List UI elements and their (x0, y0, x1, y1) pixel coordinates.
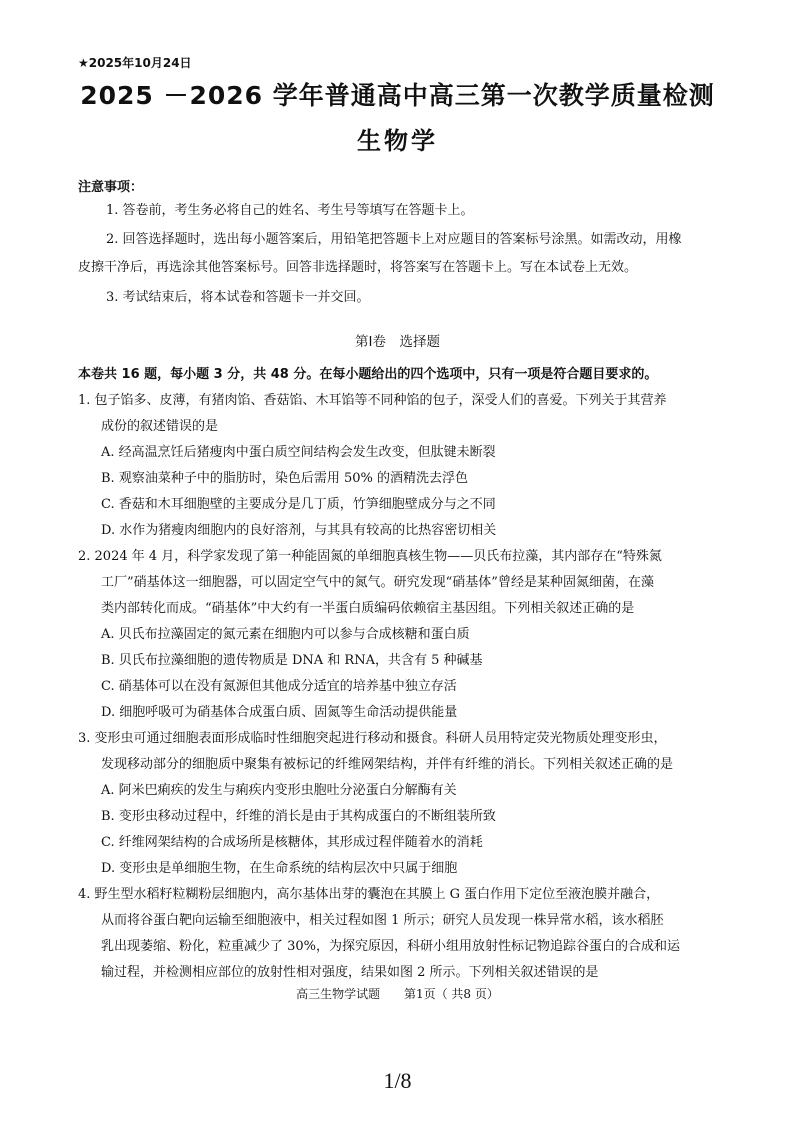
page-footer (0, 985, 795, 1002)
note-item-3: 3. 考试结束后，将本试卷和答题卡一并交回。 (106, 290, 370, 305)
footer-exam-name: 高三生物学试题 (296, 987, 381, 1001)
q3-stem-line2: 发现移动部分的细胞质中聚集有被标记的纤维网架结构，并伴有纤维的消长。下列相关叙述正确的是 (101, 757, 674, 772)
q1-option-c: C. 香菇和木耳细胞壁的主要成分是几丁质，竹笋细胞壁成分与之不同 (101, 497, 496, 512)
section-title: 第Ⅰ卷 选择题 (355, 334, 440, 350)
q3-option-d: D. 变形虫是单细胞生物，在生命系统的结构层次中只属于细胞 (101, 861, 458, 876)
q3-option-c: C. 纤维网架结构的合成场所是核糖体，其形成过程伴随着水的消耗 (101, 835, 483, 850)
note-item-2-line1: 2. 回答选择题时，选出每小题答案后，用铅笔把答题卡上对应题目的答案标号涂黑。如需改动，用橡 (106, 232, 682, 247)
note-item-1: 1. 答卷前，考生务必将自己的姓名、考生号等填写在答题卡上。 (106, 203, 474, 218)
q4-stem-line1: 4. 野生型水稻籽粒糊粉层细胞内，高尔基体出芽的囊泡在其膜上 G 蛋白作用下定位至液泡膜并融合， (78, 887, 660, 902)
q4-stem-line4: 输过程，并检测相应部位的放射性相对强度，结果如图 2 所示。下列相关叙述错误的是 (101, 965, 599, 980)
q2-option-d: D. 细胞呼吸可为硝基体合成蛋白质、固氮等生命活动提供能量 (101, 705, 458, 720)
q1-option-d: D. 水作为猪瘦肉细胞内的良好溶剂，与其具有较高的比热容密切相关 (101, 523, 497, 538)
exam-title: 2025 －2026 学年普通高中高三第一次教学质量检测 (80, 81, 715, 110)
section-instruction: 本卷共 16 题，每小题 3 分，共 48 分。在每小题给出的四个选项中，只有一项是符合题目要求的。 (78, 367, 658, 382)
subject-title: 生物学 (357, 127, 438, 155)
q1-option-b: B. 观察油菜种子中的脂肪时，染色后需用 50% 的酒精洗去浮色 (101, 471, 468, 486)
q3-option-b: B. 变形虫移动过程中，纤维的消长是由于其构成蛋白的不断组装所致 (101, 809, 496, 824)
q4-stem-line3: 乳出现萎缩、粉化，粒重减少了 30%，为探究原因，科研小组用放射性标记物追踪谷蛋白的合成和运 (101, 939, 681, 954)
q3-option-a: A. 阿米巴痢疾的发生与痢疾内变形虫胞吐分泌蛋白分解酶有关 (101, 783, 457, 798)
q2-option-a: A. 贝氏布拉藻固定的氮元素在细胞内可以参与合成核糖和蛋白质 (101, 627, 470, 642)
q3-stem-line1: 3. 变形虫可通过细胞表面形成临时性细胞突起进行移动和摄食。科研人员用特定荧光物质处理变形虫， (78, 731, 667, 746)
notes-heading: 注意事项： (78, 180, 144, 195)
q2-stem-line3: 类内部转化而成。“硝基体”中大约有一半蛋白质编码依赖宿主基因组。下列相关叙述正确的是 (101, 601, 635, 616)
q2-stem-line1: 2. 2024 年 4 月，科学家发现了第一种能固氮的单细胞真核生物——贝氏布拉藻，其内部存在“特殊氮 (78, 549, 662, 564)
footer-page-info: 第1页（ 共8 页） (403, 987, 499, 1001)
q1-stem-line2: 成份的叙述错误的是 (101, 419, 219, 434)
q1-stem-line1: 1. 包子馅多、皮薄，有猪肉馅、香菇馅、木耳馅等不同种馅的包子，深受人们的喜爱。下列关于其营养 (78, 393, 667, 408)
page-number: 1/8 (383, 1068, 412, 1093)
q2-stem-line2: 工厂”硝基体这一细胞器，可以固定空气中的氮气。研究发现“硝基体”曾经是某种固氮细菌，在藻 (101, 575, 654, 590)
secret-date-mark: ★2025年10月24日 (78, 56, 192, 70)
q4-stem-line2: 从而将谷蛋白靶向运输至细胞液中，相关过程如图 1 所示；研究人员发现一株异常水稻，该水稻胚 (101, 913, 664, 928)
q2-option-b: B. 贝氏布拉藻细胞的遗传物质是 DNA 和 RNA，共含有 5 种碱基 (101, 653, 483, 668)
q1-option-a: A. 经高温烹饪后猪瘦肉中蛋白质空间结构会发生改变，但肽键未断裂 (101, 445, 496, 460)
q2-option-c: C. 硝基体可以在没有氮源但其他成分适宜的培养基中独立存活 (101, 679, 457, 694)
note-item-2-line2: 皮擦干净后，再选涂其他答案标号。回答非选择题时，将答案写在答题卡上。写在本试卷上无效。 (78, 260, 638, 275)
